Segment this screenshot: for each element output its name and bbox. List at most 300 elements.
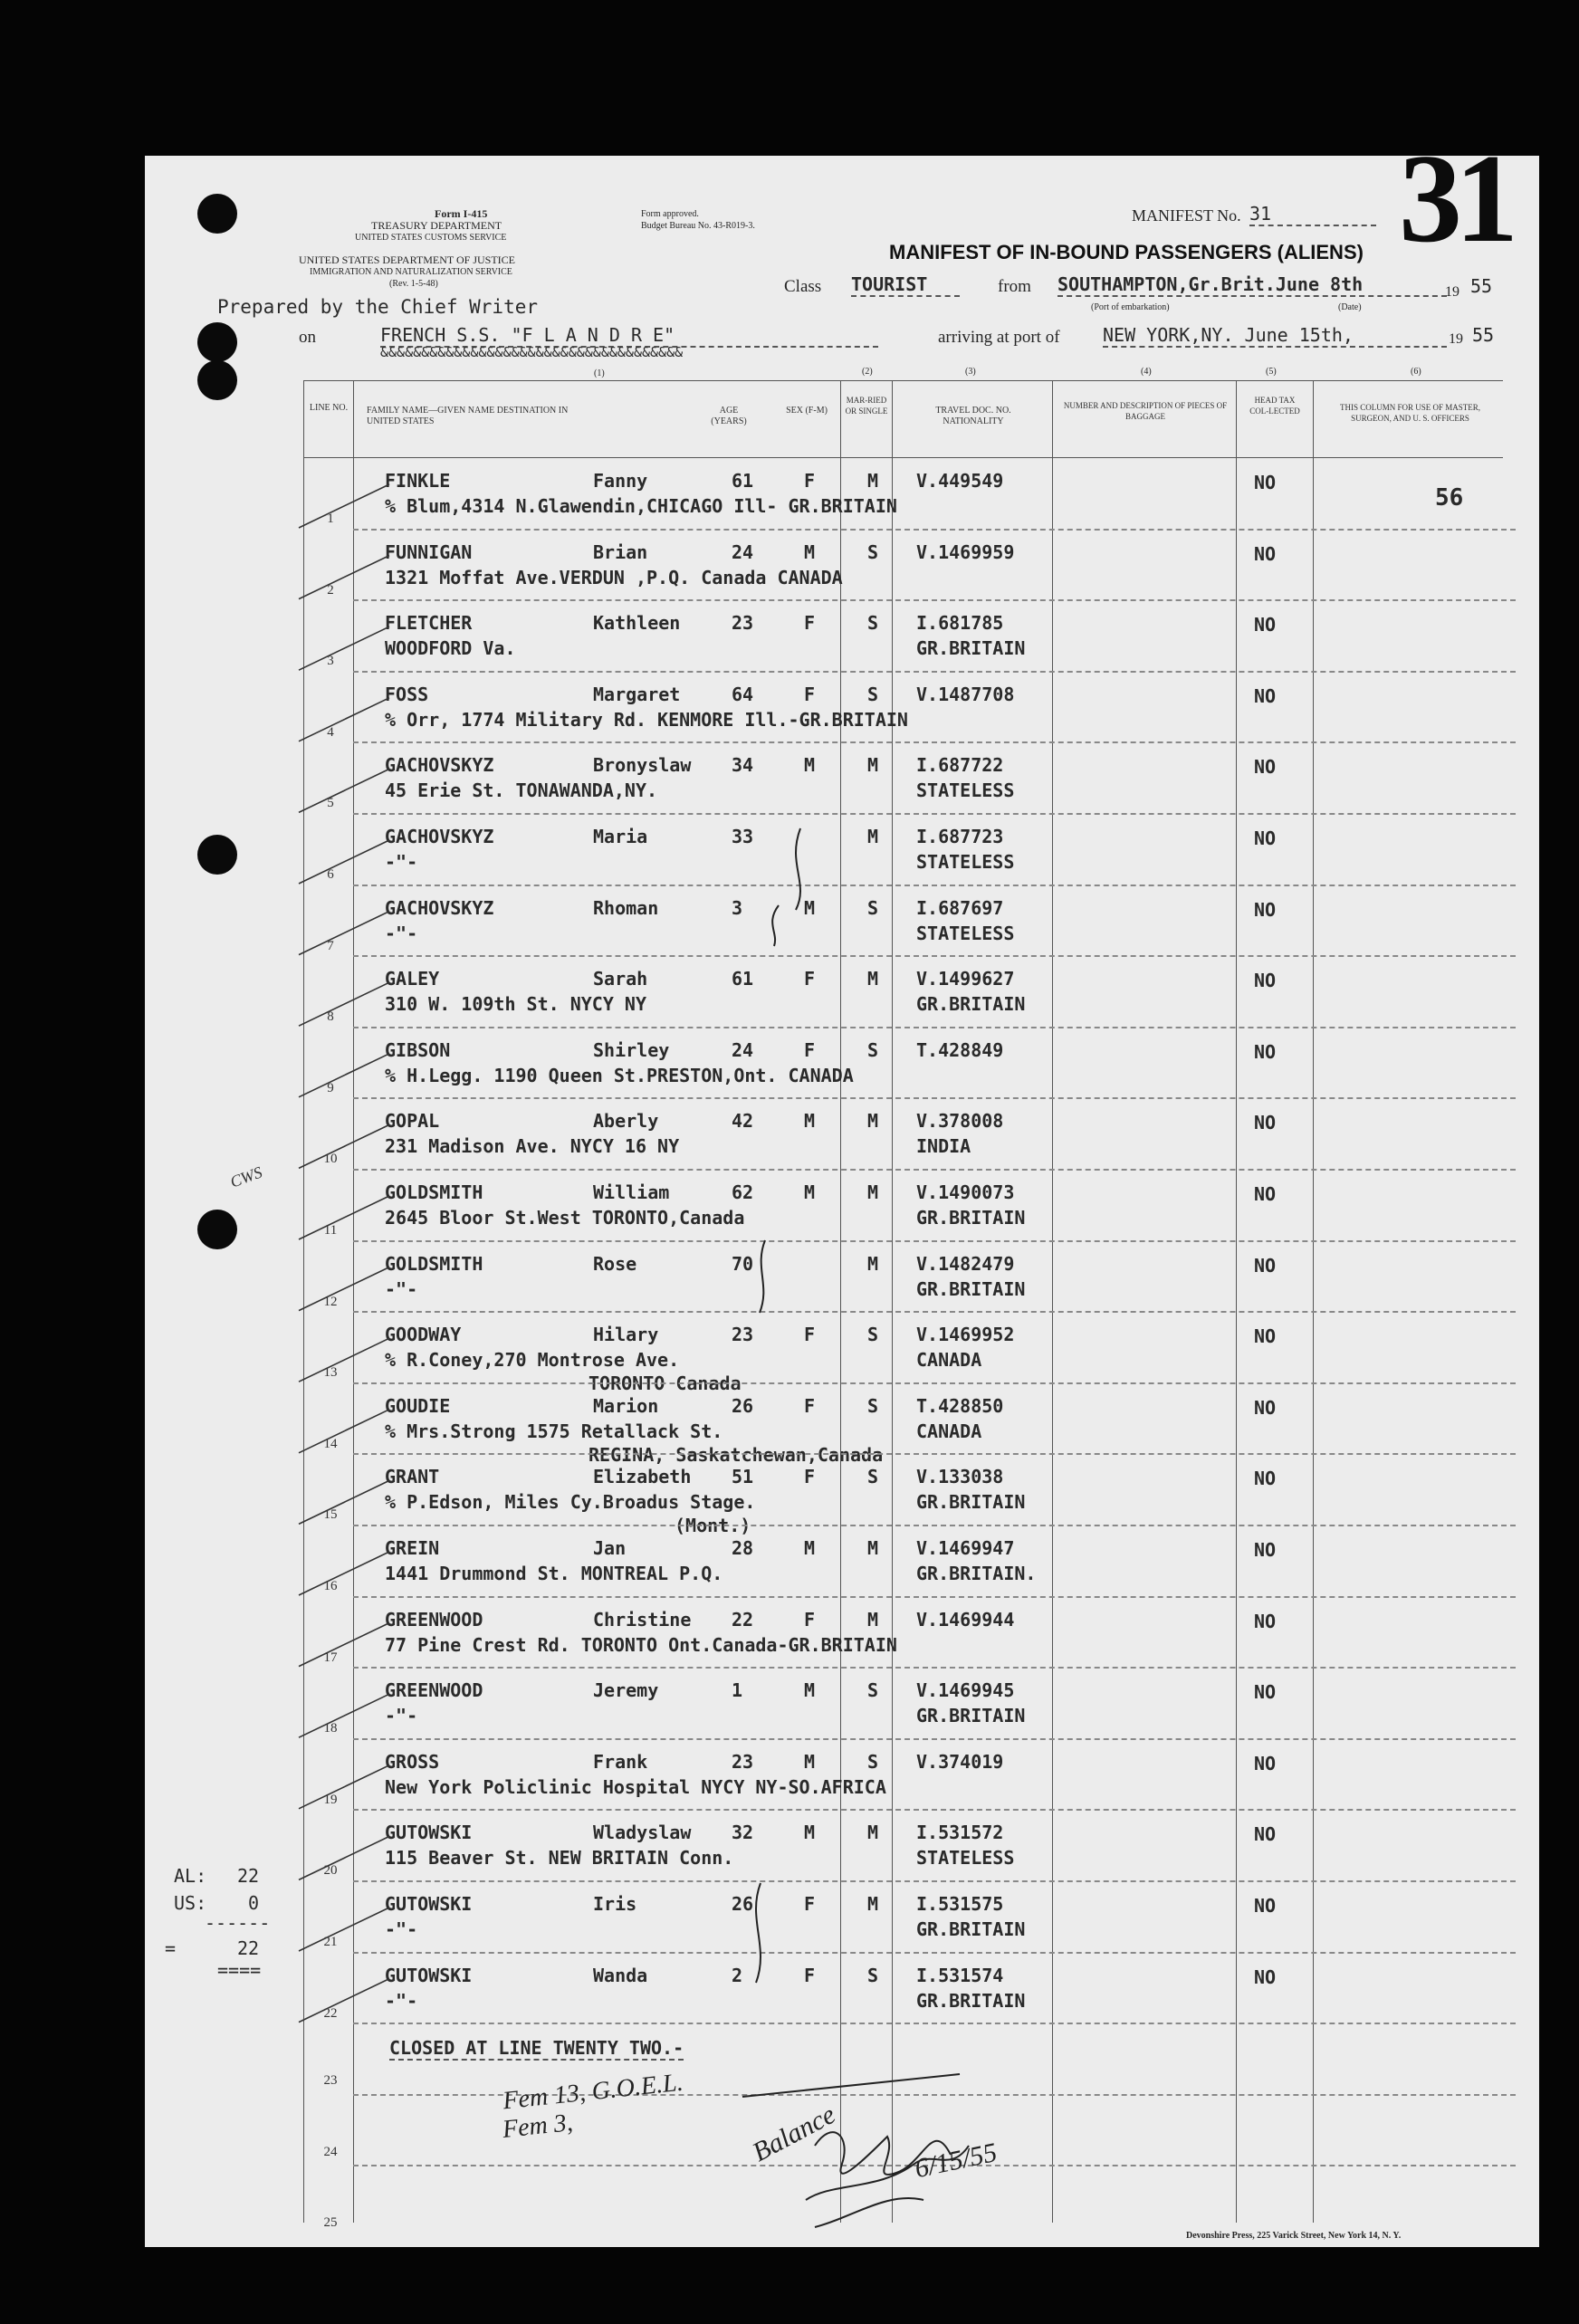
sex: F [804,1394,816,1417]
class-label: Class [784,277,822,296]
check-mark [299,769,389,812]
travel-doc-number: I.531574 [916,1964,1004,1986]
destination: % Orr, 1774 Military Rd. KENMORE Ill.-GR.BRITAIN [385,708,908,731]
destination: -"- [385,851,418,873]
handwritten-balance: Balance [747,2099,841,2168]
marital-status: M [867,1608,879,1631]
age: 2 [732,1964,743,1986]
family-name: GUTOWSKI [385,1822,473,1844]
sex: M [804,1110,816,1133]
sex: M [804,1181,816,1203]
col-header-age: AGE (YEARS) [711,406,747,426]
family-name: GREENWOOD [385,1608,483,1631]
check-mark [299,698,389,741]
sex: M [804,754,816,777]
given-name: Rose [593,1252,637,1275]
nationality: STATELESS [916,922,1015,944]
family-name: GRANT [385,1466,440,1488]
sex: F [804,968,816,990]
marital-status: S [867,1394,879,1417]
given-name: Marion [593,1394,659,1417]
from-value: SOUTHAMPTON,Gr.Brit.June 8th [1057,273,1447,297]
port-embark-label: (Port of embarkation) [1091,302,1170,312]
check-mark [299,1979,389,2023]
line-number: 21 [323,1935,338,1949]
nationality: STATELESS [916,1847,1015,1870]
head-tax-collected: NO [1254,1965,1277,1988]
line-number: 20 [323,1863,338,1879]
check-mark [299,1552,389,1595]
nationality: INDIA [916,1135,971,1158]
tally-al-label: AL: [174,1865,207,1887]
big-page-number: 31 [1399,129,1511,269]
given-name: William [593,1181,670,1203]
line-number: 23 [323,2073,338,2089]
travel-doc-number: T.428850 [916,1394,1004,1417]
family-name: GUTOWSKI [385,1893,473,1915]
head-tax-collected: NO [1254,542,1277,565]
arriving-label: arriving at port of [938,328,1060,347]
age: 22 [732,1608,754,1631]
given-name: Margaret [593,683,681,705]
family-name: GOLDSMITH [385,1252,483,1275]
year-2: 55 [1472,324,1495,346]
line-number: 11 [323,1223,338,1238]
destination: % Mrs.Strong 1575 Retallack St. [385,1420,723,1442]
sex: F [804,683,816,705]
check-mark [299,1054,389,1097]
prepared-by: Prepared by the Chief Writer [217,296,539,318]
check-mark [299,484,389,528]
nationality: GR.BRITAIN [916,1989,1026,2012]
line-number: 8 [327,1009,334,1025]
destination: % H.Legg. 1190 Queen St.PRESTON,Ont. CANADA [385,1064,854,1086]
closed-at-line: CLOSED AT LINE TWENTY TWO.- [389,2037,684,2059]
nationality: STATELESS [916,779,1015,802]
check-mark [299,1338,389,1382]
destination: -"- [385,1989,418,2012]
year-1: 55 [1470,275,1493,297]
line-number: 4 [327,724,334,740]
revision: (Rev. 1-5-48) [389,279,438,289]
given-name: Jeremy [593,1679,659,1702]
travel-doc-number: I.687697 [916,896,1004,919]
age: 24 [732,540,754,563]
tally-al-value: 22 [237,1865,260,1887]
family-name: GOLDSMITH [385,1181,483,1203]
head-tax-collected: NO [1254,1112,1277,1134]
marital-status: M [867,1893,879,1915]
cross-out [742,2074,960,2097]
travel-doc-number: V.1487708 [916,683,1015,705]
destination: -"- [385,1705,418,1727]
tally-separator: ------ [205,1912,271,1934]
check-mark [299,1196,389,1239]
handwritten-note-2: Fem 3, [501,2109,575,2144]
age: 33 [732,826,754,847]
destination: WOODFORD Va. [385,637,516,660]
col-num-6: (6) [1411,367,1421,377]
col-num-5: (5) [1266,367,1277,377]
officer-note: 56 [1435,484,1464,512]
marital-status: M [867,1822,879,1844]
port-value: NEW YORK,NY. June 15th, [1103,324,1447,348]
sex: F [804,1038,816,1061]
marital-status: S [867,1038,879,1061]
travel-doc-number: T.428849 [916,1038,1004,1061]
check-mark [299,1908,389,1951]
family-name: FOSS [385,683,429,705]
marital-status: M [867,1110,879,1133]
col-num-1: (1) [594,368,605,378]
line-number: 12 [323,1294,338,1309]
class-value: TOURIST [851,273,960,297]
head-tax-collected: NO [1254,1183,1277,1205]
family-name: GROSS [385,1750,440,1773]
travel-doc-number: I.531575 [916,1893,1004,1915]
line-number: 2 [327,582,334,598]
sex: M [804,540,816,563]
check-mark [299,556,389,599]
age: 62 [732,1181,754,1203]
family-name: GUTOWSKI [385,1964,473,1986]
col-header-baggage: NUMBER AND DESCRIPTION OF PIECES OF BAGGAGE [1063,401,1228,421]
marital-status: M [867,968,879,990]
given-name: Shirley [593,1038,670,1061]
check-mark [299,1765,389,1809]
col-header-married: MAR-RIED OR SINGLE [845,396,888,416]
family-name: FUNNIGAN [385,540,473,563]
age: 28 [732,1537,754,1559]
family-name: GOODWAY [385,1324,462,1346]
head-tax-collected: NO [1254,1396,1277,1419]
col-num-2: (2) [862,367,873,377]
marital-status: S [867,1466,879,1488]
sex: F [804,1324,816,1346]
given-name: Brian [593,540,648,563]
line-number: 10 [323,1152,338,1167]
age: 3 [732,896,743,919]
age: 34 [732,754,754,777]
tally-us-label: US: [174,1892,207,1914]
sex: F [804,470,816,492]
customs-service: UNITED STATES CUSTOMS SERVICE [355,233,507,243]
family-name: GIBSON [385,1038,451,1061]
destination: 231 Madison Ave. NYCY 16 NY [385,1135,680,1158]
head-tax-collected: NO [1254,827,1277,849]
line-number: 14 [323,1436,338,1451]
travel-doc-number: V.374019 [916,1750,1004,1773]
col-header-name: FAMILY NAME—GIVEN NAME DESTINATION IN UNITED STATES [367,406,569,426]
budget-bureau: Budget Bureau No. 43-R019-3. [641,221,755,231]
marital-status: S [867,1679,879,1702]
sex: M [804,1679,816,1702]
destination: 115 Beaver St. NEW BRITAIN Conn. [385,1847,734,1870]
nationality: GR.BRITAIN [916,1207,1026,1229]
marital-status: S [867,540,879,563]
destination: -"- [385,1918,418,1940]
marital-status: S [867,896,879,919]
destination: % Blum,4314 N.Glawendin,CHICAGO Ill- GR.BRITAIN [385,495,897,517]
given-name: Jan [593,1537,627,1559]
marital-status: M [867,1181,879,1203]
travel-doc-number: V.1490073 [916,1181,1015,1203]
col-header-head-tax: HEAD TAX COL-LECTED [1249,396,1300,416]
line-number: 25 [323,2215,338,2231]
head-tax-collected: NO [1254,684,1277,707]
marital-status: M [867,1252,879,1275]
head-tax-collected: NO [1254,1325,1277,1348]
form-approved: Form approved. [641,209,699,219]
given-name: Rhoman [593,896,659,919]
destination-line-2: (Mont.) [675,1515,751,1537]
line-number: 18 [323,1721,338,1736]
travel-doc-number: I.687722 [916,754,1004,777]
age: 64 [732,683,754,705]
marital-status: S [867,1750,879,1773]
line-number: 19 [323,1792,338,1807]
given-name: Frank [593,1750,648,1773]
year-prefix-2: 19 [1449,331,1463,347]
ins-service: IMMIGRATION AND NATURALIZATION SERVICE [310,267,512,277]
head-tax-collected: NO [1254,1468,1277,1490]
marital-status: S [867,1964,879,1986]
given-name: Wladyslaw [593,1822,692,1844]
sex: M [804,1537,816,1559]
destination-line-2: TORONTO Canada [589,1372,742,1395]
signature-scribble [806,2132,969,2227]
age: 51 [732,1466,754,1488]
head-tax-collected: NO [1254,1539,1277,1561]
line-number: 24 [323,2144,338,2159]
destination: -"- [385,1277,418,1300]
family-name: GALEY [385,968,440,990]
marital-status: M [867,1537,879,1559]
age: 32 [732,1822,754,1844]
given-name: Fanny [593,470,648,492]
head-tax-collected: NO [1254,1610,1277,1632]
nationality: GR.BRITAIN [916,993,1026,1016]
family-name: FINKLE [385,470,451,492]
head-tax-collected: NO [1254,1895,1277,1917]
given-name: Sarah [593,968,648,990]
destination: 310 W. 109th St. NYCY NY [385,993,646,1016]
destination: New York Policlinic Hospital NYCY NY-SO.AFRICA [385,1775,886,1798]
on-label: on [299,328,316,347]
age: 42 [732,1110,754,1133]
line-number: 1 [327,512,334,526]
nationality: CANADA [916,1349,982,1372]
printer-imprint: Devonshire Press, 225 Varick Street, New York 14, N. Y. [1186,2231,1402,2241]
marital-status: S [867,612,879,635]
marital-status: S [867,683,879,705]
travel-doc-number: V.1469945 [916,1679,1015,1702]
line-number: 16 [323,1579,338,1593]
travel-doc-number: V.1482479 [916,1252,1015,1275]
family-name: GOUDIE [385,1394,451,1417]
travel-doc-number: I.687723 [916,826,1004,847]
tally-us-value: 0 [248,1892,260,1914]
marital-status: M [867,470,879,492]
date-label: (Date) [1338,302,1362,312]
sex: F [804,612,816,635]
age: 23 [732,1324,754,1346]
head-tax-collected: NO [1254,1752,1277,1774]
nationality: CANADA [916,1420,982,1442]
nationality: GR.BRITAIN [916,1705,1026,1727]
travel-doc-number: V.1469947 [916,1537,1015,1559]
sex: F [804,1964,816,1986]
check-mark [299,982,389,1026]
bracket-mark [772,905,779,946]
travel-doc-number: I.681785 [916,612,1004,635]
age: 26 [732,1893,754,1915]
nationality: GR.BRITAIN. [916,1563,1037,1584]
marital-status: S [867,1324,879,1346]
family-name: GACHOVSKYZ [385,754,494,777]
check-mark [299,912,389,955]
given-name: Bronyslaw [593,754,692,777]
family-name: FLETCHER [385,612,473,635]
destination: 1441 Drummond St. MONTREAL P.Q. [385,1563,723,1584]
margin-initials: CWS [227,1162,265,1191]
given-name: Wanda [593,1964,648,1986]
tally-total: 22 [237,1937,260,1959]
check-mark [299,1124,389,1168]
check-mark [299,1480,389,1524]
age: 26 [732,1394,754,1417]
age: 1 [732,1679,743,1702]
nationality: GR.BRITAIN [916,1491,1026,1514]
nationality: STATELESS [916,851,1015,873]
bracket-mark [760,1240,765,1313]
justice-dept: UNITED STATES DEPARTMENT OF JUSTICE [299,253,516,266]
line-number: 17 [323,1650,338,1665]
line-number: 5 [327,796,334,811]
sex: M [804,896,816,919]
line-number: 3 [327,654,334,669]
travel-doc-number: V.378008 [916,1110,1004,1133]
travel-doc-number: V.449549 [916,470,1004,492]
travel-doc-number: V.1469959 [916,540,1015,563]
ship-name: FRENCH S.S. "F L A N D R E" [380,324,878,348]
line-number: 15 [323,1507,338,1523]
destination: % R.Coney,270 Montrose Ave. [385,1349,680,1372]
line-number: 13 [323,1365,338,1381]
col-num-4: (4) [1141,367,1152,377]
travel-doc-number: V.133038 [916,1466,1004,1488]
given-name: Christine [593,1608,692,1631]
col-num-3: (3) [965,367,976,377]
age: 61 [732,968,754,990]
line-number: 9 [327,1080,334,1095]
bracket-mark [796,828,800,910]
col-header-sex: SEX (F-M) [786,406,828,416]
ship-strikeout: &&&&&&&&&&&&&&&&&&&&&&&&&&&&&&&&&&&&& [380,344,684,360]
check-mark [299,840,389,884]
given-name: Iris [593,1893,637,1915]
check-mark [299,1623,389,1667]
destination: 2645 Bloor St.West TORONTO,Canada [385,1207,745,1229]
age: 23 [732,612,754,635]
given-name: Hilary [593,1324,659,1346]
age: 23 [732,1750,754,1773]
age: 61 [732,470,754,492]
given-name: Kathleen [593,612,681,635]
line-number: 7 [327,938,334,953]
nationality: GR.BRITAIN [916,1918,1026,1940]
family-name: GACHOVSKYZ [385,826,494,847]
handwritten-note-1: Fem 13, G.O.E.L. [501,2068,684,2116]
head-tax-collected: NO [1254,898,1277,921]
manifest-no-label: MANIFEST No. [1132,206,1241,225]
head-tax-collected: NO [1254,1040,1277,1063]
travel-doc-number: V.1469952 [916,1324,1015,1346]
form-number: Form I-415 [435,207,488,220]
age: 24 [732,1038,754,1061]
destination-line-2: REGINA, Saskatchewan,Canada [589,1443,884,1466]
sex: F [804,1608,816,1631]
check-mark [299,1694,389,1737]
sex: M [804,1822,816,1844]
sex: F [804,1466,816,1488]
head-tax-collected: NO [1254,970,1277,992]
col-header-line-no: LINE NO. [309,403,349,413]
nationality: GR.BRITAIN [916,637,1026,660]
check-mark [299,1267,389,1311]
family-name: GREIN [385,1537,440,1559]
check-mark [299,1410,389,1453]
sex: F [804,1893,816,1915]
destination: % P.Edson, Miles Cy.Broadus Stage. [385,1491,756,1514]
destination: -"- [385,922,418,944]
line-number: 22 [323,2005,338,2021]
check-mark [299,1836,389,1879]
head-tax-collected: NO [1254,1681,1277,1704]
head-tax-collected: NO [1254,472,1277,493]
sex: M [804,1750,816,1773]
given-name: Aberly [593,1110,659,1133]
treasury-dept: TREASURY DEPARTMENT [371,219,502,232]
head-tax-collected: NO [1254,1254,1277,1277]
family-name: GREENWOOD [385,1679,483,1702]
manifest-no-value: 31 [1249,203,1376,226]
family-name: GOPAL [385,1110,440,1133]
travel-doc-number: I.531572 [916,1822,1004,1844]
tally-double-rule: ==== [217,1959,262,1981]
head-tax-collected: NO [1254,756,1277,779]
travel-doc-number: V.1469944 [916,1608,1015,1631]
age: 70 [732,1252,754,1275]
line-number: 6 [327,867,334,882]
handwritten-date: 6/15/55 [912,2137,1000,2185]
marital-status: M [867,826,879,847]
marital-status: M [867,754,879,777]
nationality: GR.BRITAIN [916,1277,1026,1300]
tally-equals: = [165,1937,177,1959]
year-prefix-1: 19 [1445,284,1459,300]
destination: 77 Pine Crest Rd. TORONTO Ont.Canada-GR.BRITAIN [385,1633,897,1656]
travel-doc-number: V.1499627 [916,968,1015,990]
check-mark [299,626,389,670]
col-header-officers: THIS COLUMN FOR USE OF MASTER, SURGEON, AND U. S. OFFICERS [1339,403,1481,423]
given-name: Elizabeth [593,1466,692,1488]
destination: 45 Erie St. TONAWANDA,NY. [385,779,658,802]
given-name: Maria [593,826,648,847]
bracket-mark [756,1883,761,1983]
head-tax-collected: NO [1254,614,1277,636]
family-name: GACHOVSKYZ [385,896,494,919]
